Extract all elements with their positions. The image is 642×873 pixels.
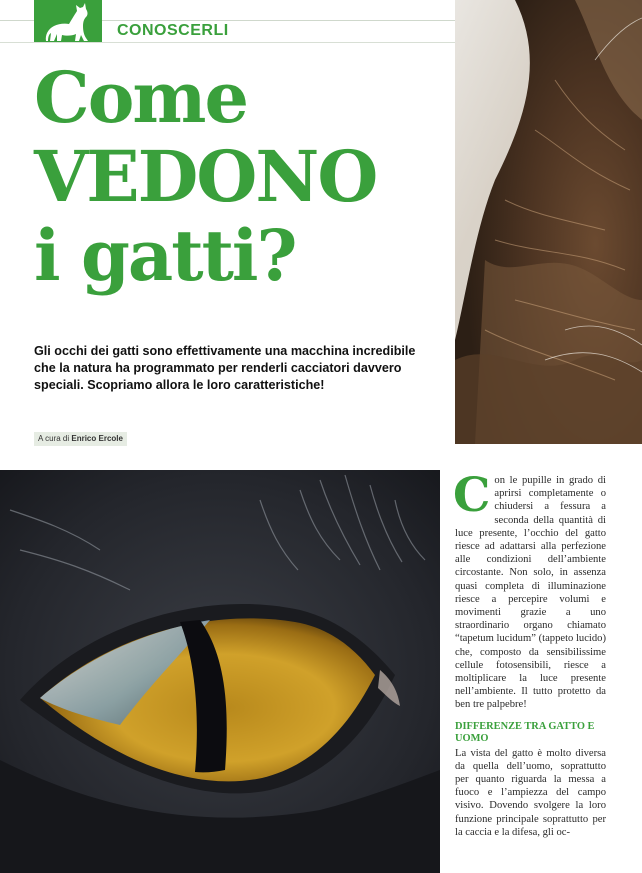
cat-fur-photo: [455, 0, 642, 444]
subheading: DIFFERENZE TRA GATTO E UOMO: [455, 720, 595, 745]
cat-silhouette-icon: [34, 0, 102, 42]
dropcap: C: [453, 468, 491, 523]
byline-author: Enrico Ercole: [71, 434, 123, 443]
header-rule-bottom: [0, 42, 455, 43]
byline: [34, 432, 127, 446]
intro-paragraph: Gli occhi dei gatti sono effettivamente una macchina incredibile che la natura ha programmato per renderli cacciatori davvero speciali. Scopriamo allora le loro caratteristiche!: [34, 344, 416, 392]
headline-line-2: VEDONO: [34, 135, 377, 218]
headline: [34, 58, 454, 295]
cat-eye-photo: [0, 470, 440, 873]
body-paragraph-1: on le pupille in grado di aprirsi completamente o chiudersi a fessura a seconda della quantità di luce presente, l’occhio del gatto riesce ad adattarsi alla perfezione alle condizioni dell’ambiente circostante. Non solo, in assenza quasi completa di illuminazione riesce a percepire volumi e movimenti grazie a uno straordinario organo chiamato “tapetum lucidum” (tappeto lucido) che, composto da sensibilissime cellule fotosensibili, riesce a moltiplicare la luce presente nell’ambiente. Il tutto protetto da ben tre palpebre!: [455, 475, 606, 711]
article-body: [453, 468, 606, 839]
section-title: CONOSCERLI: [117, 22, 229, 39]
byline-prefix: A cura di: [38, 434, 70, 443]
body-paragraph-2: La vista del gatto è molto diversa da quella dell’uomo, soprattutto per quanto riguarda la messa a fuoco e l’ampiezza del campo visivo. Dovendo svolgere la loro funzione principale soprattutto per la caccia e la difesa, gli oc-: [455, 747, 606, 838]
headline-line-3: i gatti?: [34, 214, 296, 297]
headline-line-1: Come: [34, 56, 248, 139]
